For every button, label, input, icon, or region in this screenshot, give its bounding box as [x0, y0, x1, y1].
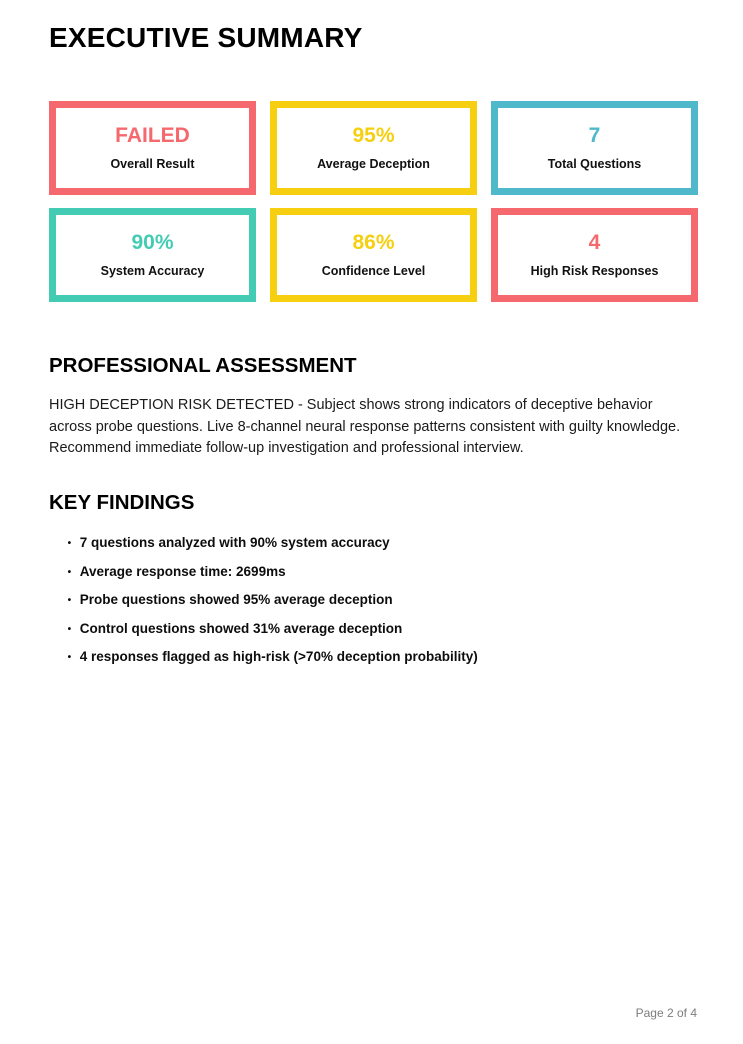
stat-label: High Risk Responses [530, 264, 659, 278]
bullet-icon: • [67, 650, 72, 663]
stat-value: 95% [352, 124, 395, 147]
stat-value: 7 [588, 124, 601, 147]
bullet-icon: • [67, 536, 72, 549]
stat-card-system-accuracy [49, 208, 256, 302]
findings-section-heading: KEY FINDINGS [49, 491, 195, 515]
key-finding-item [67, 648, 697, 665]
stat-value: FAILED [115, 124, 190, 147]
key-findings-list [49, 534, 697, 665]
page-title: EXECUTIVE SUMMARY [49, 22, 363, 53]
key-finding-item [67, 620, 697, 637]
key-finding-item [67, 534, 697, 551]
stat-label: Average Deception [317, 157, 430, 171]
assessment-section-heading: PROFESSIONAL ASSESSMENT [49, 354, 357, 377]
stat-label: Confidence Level [321, 264, 426, 278]
key-finding-text: 4 responses flagged as high-risk (>70% deception probability) [79, 649, 478, 665]
stat-card-confidence-level [270, 208, 477, 302]
key-finding-item [67, 563, 697, 580]
stat-card-grid [49, 101, 698, 302]
bullet-icon: • [67, 593, 72, 606]
stat-value: 86% [352, 231, 395, 254]
stat-card-overall-result [49, 101, 256, 195]
key-finding-text: 7 questions analyzed with 90% system accuracy [79, 535, 390, 551]
stat-label: System Accuracy [100, 264, 205, 278]
key-finding-text: Control questions showed 31% average deception [79, 620, 403, 636]
assessment-body-text: HIGH DECEPTION RISK DETECTED - Subject shows strong indicators of deceptive behavior across probe questions. Live 8-channel neural response patterns consistent with guilty knowledge. Recommend immediate follow-up investigation and professional interview. [49, 397, 681, 457]
bullet-icon: • [67, 622, 72, 634]
stat-card-high-risk-responses [491, 208, 698, 302]
key-finding-item [67, 591, 697, 608]
stat-value: 4 [588, 231, 601, 254]
bullet-icon: • [67, 565, 72, 577]
stat-card-average-deception [270, 101, 477, 195]
page-number: Page 2 of 4 [635, 1006, 697, 1020]
key-finding-text: Average response time: 2699ms [79, 563, 286, 579]
stat-label: Total Questions [547, 157, 642, 171]
stat-card-total-questions [491, 101, 698, 195]
stat-value: 90% [131, 231, 174, 254]
key-finding-text: Probe questions showed 95% average deception [79, 592, 393, 608]
stat-label: Overall Result [110, 157, 195, 171]
